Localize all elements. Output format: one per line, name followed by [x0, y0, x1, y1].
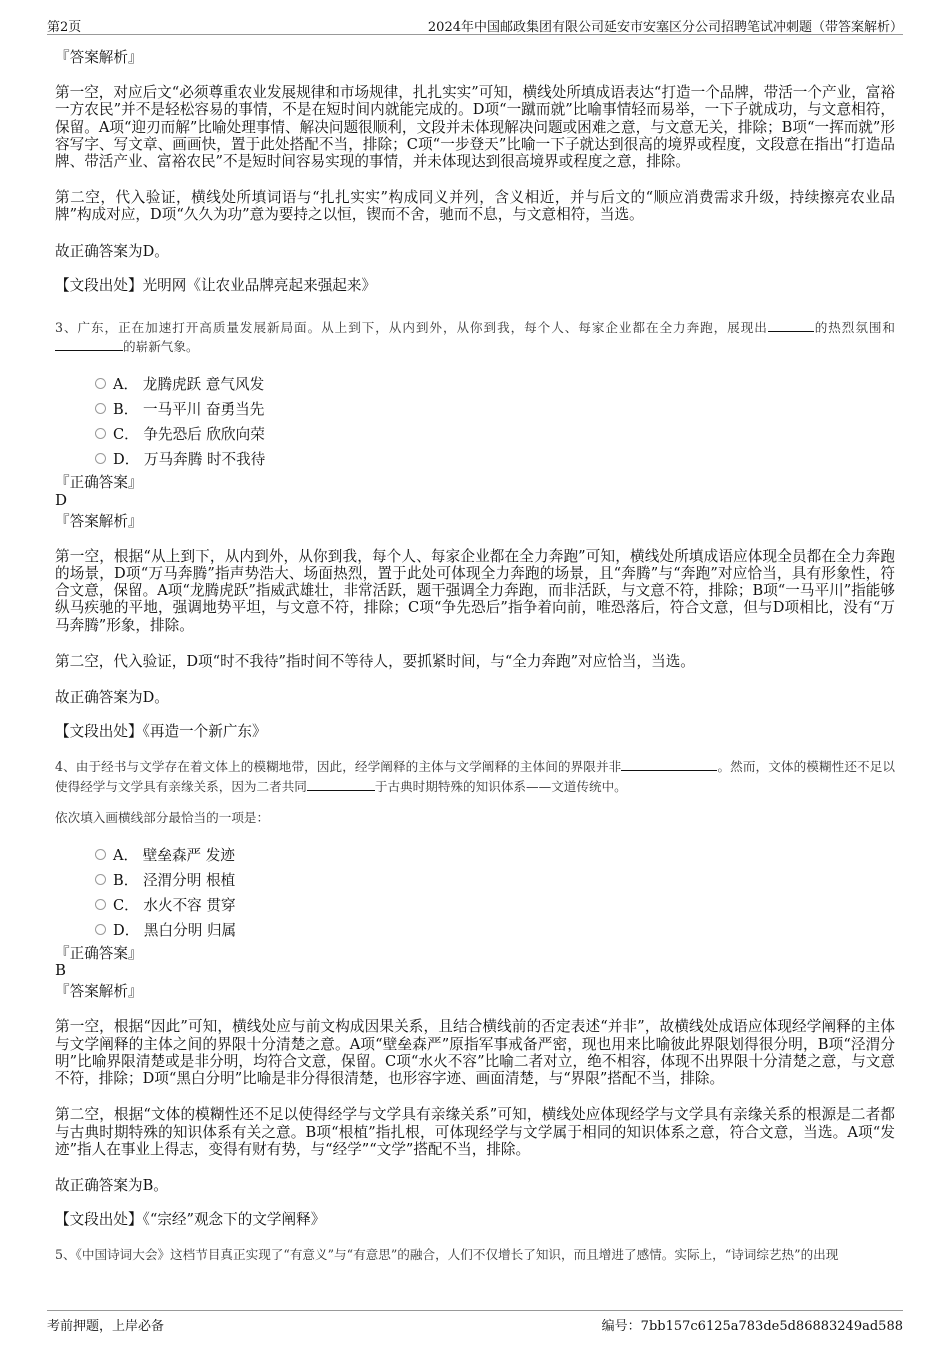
q4-analysis-label: 『答案解析』: [55, 983, 143, 1001]
q3-analysis-para2: 第二空，代入验证，D项“时不我待”指时间不等待人，要抓紧时间，与“全力奔跑”对应恰当，当选。: [55, 652, 695, 670]
q2-analysis-para1: 第一空，对应后文“必须尊重农业发展规律和市场规律，扎扎实实”可知，横线处所填成语表达“打造一个品牌，带活一个产业，富裕一方农民”并不是轻松容易的事情，不是在短时间内就能完成的。D项“一蹴而就”比喻事情轻而易举，一下子就成功，与文意相符，保留。A项“迎刃而解”比喻处理事情、解决问题很顺利，文段并未体现解决问题或困难之意，与文意无关，排除；B项“一挥而就”形容写字、写文章、画画快，置于此处搭配不当，排除；C项“一步登天”比喻一下子就达到很高的境界或程度，文段意在指出“打造品牌、带活产业、富裕农民”不是短时间容易实现的事情，并未体现达到很高境界或程度之意，排除。: [55, 84, 895, 171]
radio-icon[interactable]: [95, 378, 106, 389]
radio-icon[interactable]: [95, 899, 106, 910]
q4-options: [55, 843, 895, 943]
page-footer: [47, 1310, 903, 1335]
q3-conclusion: 故正确答案为D。: [55, 689, 169, 707]
q4-option-c[interactable]: C． 水火不容 贯穿: [55, 893, 895, 918]
q3-answer: D: [55, 490, 68, 509]
radio-icon[interactable]: [95, 924, 106, 935]
q4-answer: B: [55, 961, 67, 980]
q3-option-a[interactable]: A． 龙腾虎跃 意气风发: [55, 372, 895, 397]
q4-prompt: 依次填入画横线部分最恰当的一项是：: [55, 809, 270, 825]
q3-analysis-para1: 第一空，根据“从上到下，从内到外，从你到我，每个人、每家企业都在全力奔跑”可知，横线处所填成语应体现全员都在全力奔跑的场景，D项“万马奔腾”指声势浩大、场面热烈，置于此处可体现全力奔跑的场景，且“奔腾”与“奔跑”对应恰当，具有形象性，符合文意，保留。A项“龙腾虎跃”指威武雄壮，非常活跃，题干强调全力奔跑，而非活跃，与文意不符，排除；B项“一马平川”指能够纵马疾驰的平地，强调地势平坦，与文意不符，排除；C项“争先恐后”指争着向前，唯恐落后，符合文意，但与D项相比，没有“万马奔腾”形象，排除。: [55, 547, 895, 634]
q4-analysis-para2: 第二空，根据“文体的模糊性还不足以使得经学与文学具有亲缘关系”可知，横线处应体现经学与文学具有亲缘关系的根源是二者都与古典时期特殊的知识体系有关之意。B项“根植”指扎根，可体现经学与文学属于相同的知识体系之意，符合文意，当选。A项“发迹”指人在事业上得志，变得有财有势，与“经学”“文学”搭配不当，排除。: [55, 1106, 895, 1158]
q4-option-d[interactable]: D． 黑白分明 归属: [55, 918, 895, 943]
document-title: 2024年中国邮政集团有限公司延安市安塞区分公司招聘笔试冲刺题（带答案解析）: [427, 20, 903, 35]
q3-option-d[interactable]: D． 万马奔腾 时不我待: [55, 447, 895, 472]
q2-analysis-para2: 第二空，代入验证，横线处所填词语与“扎扎实实”构成同义并列，含义相近，并与后文的“顺应消费需求升级，持续擦亮农业品牌”构成对应，D项“久久为功”意为要持之以恒，锲而不舍，驰而不息，与文意相符，当选。: [55, 189, 895, 224]
q4-stem: 4、由于经书与文学存在着文体上的模糊地带，因此，经学阐释的主体与文学阐释的主体间的界限并非 。然而，文体的模糊性还不足以使得经学与文学具有亲缘关系，因为二者共同 于古典时期特殊的知识体系——文道传统中。: [55, 759, 896, 794]
q3-option-c[interactable]: C． 争先恐后 欣欣向荣: [55, 422, 895, 447]
radio-icon[interactable]: [95, 849, 106, 860]
q4-blank-1: [621, 757, 717, 771]
q3-blank-1: [768, 318, 814, 332]
radio-icon[interactable]: [95, 403, 106, 414]
page-number: 第2页: [47, 20, 82, 35]
q4-blank-2: [307, 777, 375, 791]
q3-options: [55, 372, 895, 472]
q4-analysis-para1: 第一空，根据“因此”可知，横线处应与前文构成因果关系，且结合横线前的否定表述“并非”，故横线处成语应体现经学阐释的主体与文学阐释的主体之间的界限十分清楚之意。A项“壁垒森严”原指军事戒备严密，现也用来比喻彼此界限划得很分明，B项“泾渭分明”比喻界限清楚或是非分明，均符合文意，保留。C项“水火不容”比喻二者对立，绝不相容，体现不出界限十分清楚之意，与文意不符，排除；D项“黑白分明”比喻是非分得很清楚，也形容字迹、画面清楚，与“界限”搭配不当，排除。: [55, 1018, 895, 1088]
q3-analysis-label: 『答案解析』: [55, 512, 143, 530]
q5-stem: 5、《中国诗词大会》这档节目真正实现了“有意义”与“有意思”的融合，人们不仅增长了知识，而且增进了感情。实际上，“诗词综艺热”的出现: [55, 1247, 839, 1263]
page-content: [55, 43, 895, 1265]
radio-icon[interactable]: [95, 428, 106, 439]
q3-option-b[interactable]: B． 一马平川 奋勇当先: [55, 397, 895, 422]
q2-source: 【文段出处】光明网《让农业品牌亮起来强起来》: [55, 276, 377, 294]
document-id: 编号：7bb157c6125a783de5d86883249ad588: [601, 1319, 903, 1334]
radio-icon[interactable]: [95, 453, 106, 464]
q2-conclusion: 故正确答案为D。: [55, 242, 169, 260]
page-header: [47, 14, 903, 35]
q3-stem: 3、广东，正在加速打开高质量发展新局面。从上到下，从内到外，从你到我，每个人、每家企业都在全力奔跑，展现出 的热烈氛围和的崭新气象。: [55, 320, 896, 355]
q2-analysis-label: 『答案解析』: [55, 49, 143, 66]
q4-option-b[interactable]: B． 泾渭分明 根植: [55, 868, 895, 893]
q4-option-a[interactable]: A． 壁垒森严 发迹: [55, 843, 895, 868]
q3-source: 【文段出处】《再造一个新广东》: [55, 723, 267, 741]
q3-answer-label: 『正确答案』: [55, 474, 143, 492]
footer-slogan: 考前押题，上岸必备: [47, 1319, 165, 1334]
radio-icon[interactable]: [95, 874, 106, 885]
q4-conclusion: 故正确答案为B。: [55, 1176, 168, 1194]
q4-answer-label: 『正确答案』: [55, 945, 143, 963]
q4-source: 【文段出处】《“宗经”观念下的文学阐释》: [55, 1211, 326, 1229]
q3-blank-2: [55, 337, 123, 351]
